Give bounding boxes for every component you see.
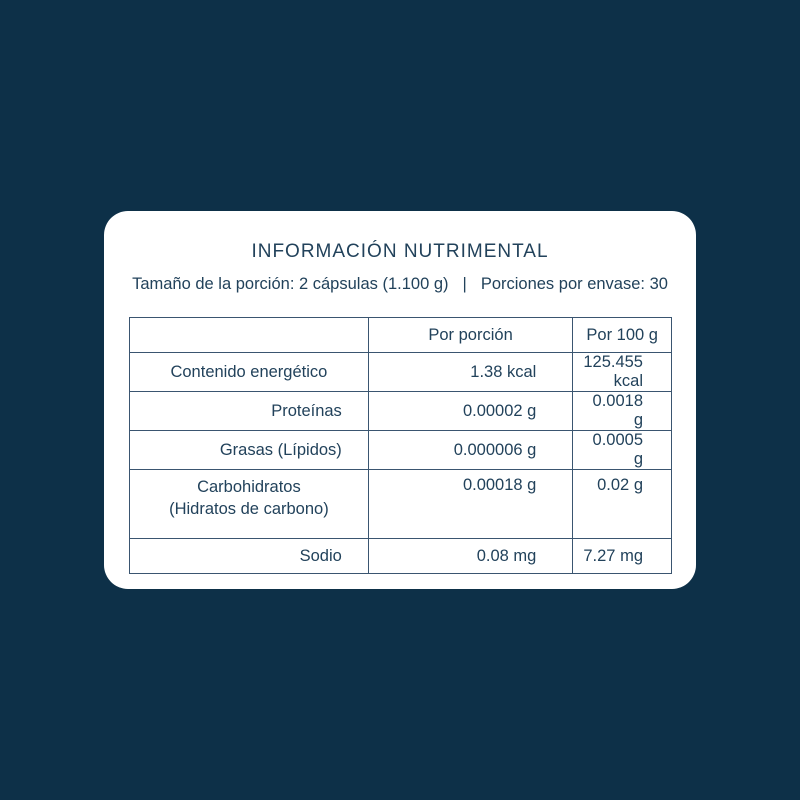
serving-size: Tamaño de la porción: 2 cápsulas (1.100 g) [132, 275, 449, 293]
row-per-serving: 0.08 mg [368, 539, 573, 574]
row-per-serving: 1.38 kcal [368, 353, 573, 392]
row-per-100g: 0.02 g [573, 470, 672, 539]
header-per-serving: Por porción [368, 318, 573, 353]
table-header-row [130, 318, 672, 353]
table-row [130, 539, 672, 574]
row-label-line2: (Hidratos de carbono) [169, 500, 329, 518]
table-row [130, 392, 672, 431]
row-label: Proteínas [130, 392, 369, 431]
servings-per-container: Porciones por envase: 30 [480, 275, 668, 293]
serving-separator: | [462, 275, 467, 293]
serving-info [104, 275, 696, 294]
nutrition-card [104, 211, 696, 589]
row-per-serving: 0.00018 g [368, 470, 573, 539]
row-label: Grasas (Lípidos) [130, 431, 369, 470]
row-label [130, 470, 369, 539]
table-row [130, 353, 672, 392]
row-label-line1: Carbohidratos [197, 478, 301, 496]
row-per-100g: 0.0005 g [573, 431, 672, 470]
row-per-100g: 0.0018 g [573, 392, 672, 431]
row-per-100g: 7.27 mg [573, 539, 672, 574]
nutrition-title: INFORMACIÓN NUTRIMENTAL [251, 241, 549, 262]
row-per-serving: 0.000006 g [368, 431, 573, 470]
row-label: Sodio [130, 539, 369, 574]
row-per-serving: 0.00002 g [368, 392, 573, 431]
nutrition-table [129, 317, 672, 574]
header-per-100g: Por 100 g [573, 318, 672, 353]
table-row [130, 470, 672, 539]
header-empty [130, 318, 369, 353]
row-label: Contenido energético [130, 353, 369, 392]
row-per-100g: 125.455 kcal [573, 353, 672, 392]
table-row [130, 431, 672, 470]
